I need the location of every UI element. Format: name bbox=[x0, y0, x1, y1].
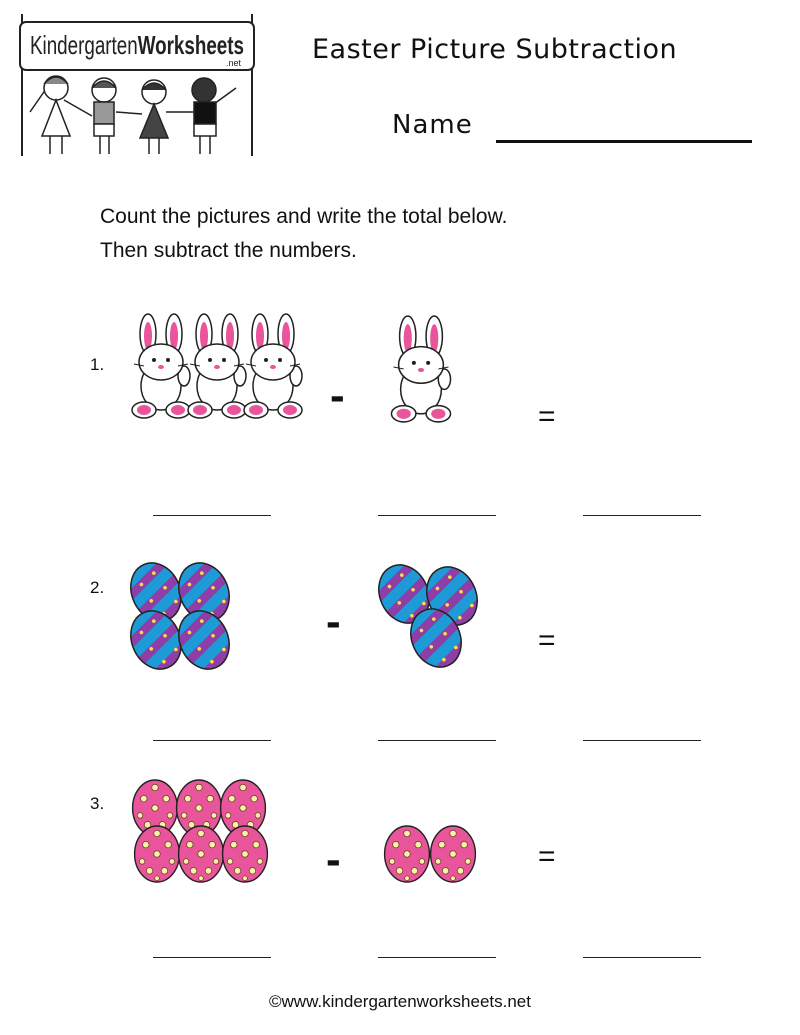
answer-line-first[interactable] bbox=[153, 740, 271, 741]
name-field-line[interactable] bbox=[496, 140, 752, 143]
minus-sign: - bbox=[326, 835, 341, 884]
bunny-icon bbox=[132, 314, 190, 418]
answer-line-result[interactable] bbox=[583, 515, 701, 516]
problem-number: 1. bbox=[90, 355, 105, 374]
answer-line-first[interactable] bbox=[153, 515, 271, 516]
footer-url[interactable]: www.kindergartenworksheets.net bbox=[281, 992, 531, 1011]
polka-egg-group-left bbox=[132, 780, 272, 890]
logo-text-worksheets: Worksheets bbox=[137, 30, 285, 60]
problem-number: 3. bbox=[90, 794, 105, 813]
logo-text-kindergarten: Kindergarten bbox=[30, 30, 179, 60]
bunny-group-right bbox=[384, 314, 458, 426]
footer bbox=[0, 992, 800, 1012]
striped-egg-group-right bbox=[378, 562, 490, 674]
polka-egg-group-right bbox=[384, 824, 484, 886]
answer-line-second[interactable] bbox=[378, 740, 496, 741]
bunny-group-left bbox=[126, 312, 316, 422]
equals-sign: = bbox=[538, 624, 556, 657]
answer-line-first[interactable] bbox=[153, 957, 271, 958]
polka-dot-egg-icon bbox=[135, 826, 180, 882]
polka-dot-egg-icon bbox=[223, 826, 268, 882]
name-label: Name bbox=[392, 110, 473, 140]
answer-line-second[interactable] bbox=[378, 515, 496, 516]
instruction-line-2: Then subtract the numbers. bbox=[100, 239, 357, 262]
kindergarten-worksheets-logo bbox=[18, 8, 285, 158]
svg-text:KindergartenWorksheets bbox=[30, 30, 285, 60]
equals-sign: = bbox=[538, 400, 556, 433]
logo-text-net: .net bbox=[226, 58, 242, 68]
page-title: Easter Picture Subtraction bbox=[312, 34, 678, 65]
polka-dot-egg-icon bbox=[179, 826, 224, 882]
equals-sign: = bbox=[538, 840, 556, 873]
answer-line-result[interactable] bbox=[583, 740, 701, 741]
instruction-line-1: Count the pictures and write the total below. bbox=[100, 205, 508, 228]
problem-number: 2. bbox=[90, 578, 105, 597]
polka-dot-egg-icon bbox=[385, 826, 430, 882]
instructions bbox=[100, 200, 507, 268]
bunny-icon bbox=[188, 314, 246, 418]
copyright-symbol: © bbox=[269, 992, 282, 1011]
minus-sign: - bbox=[330, 371, 345, 420]
striped-egg-group-left bbox=[128, 560, 240, 672]
bunny-icon bbox=[244, 314, 302, 418]
polka-dot-egg-icon bbox=[431, 826, 476, 882]
minus-sign: - bbox=[326, 597, 341, 646]
answer-line-result[interactable] bbox=[583, 957, 701, 958]
answer-line-second[interactable] bbox=[378, 957, 496, 958]
bunny-icon bbox=[391, 316, 450, 422]
kids-illustration bbox=[30, 76, 236, 154]
